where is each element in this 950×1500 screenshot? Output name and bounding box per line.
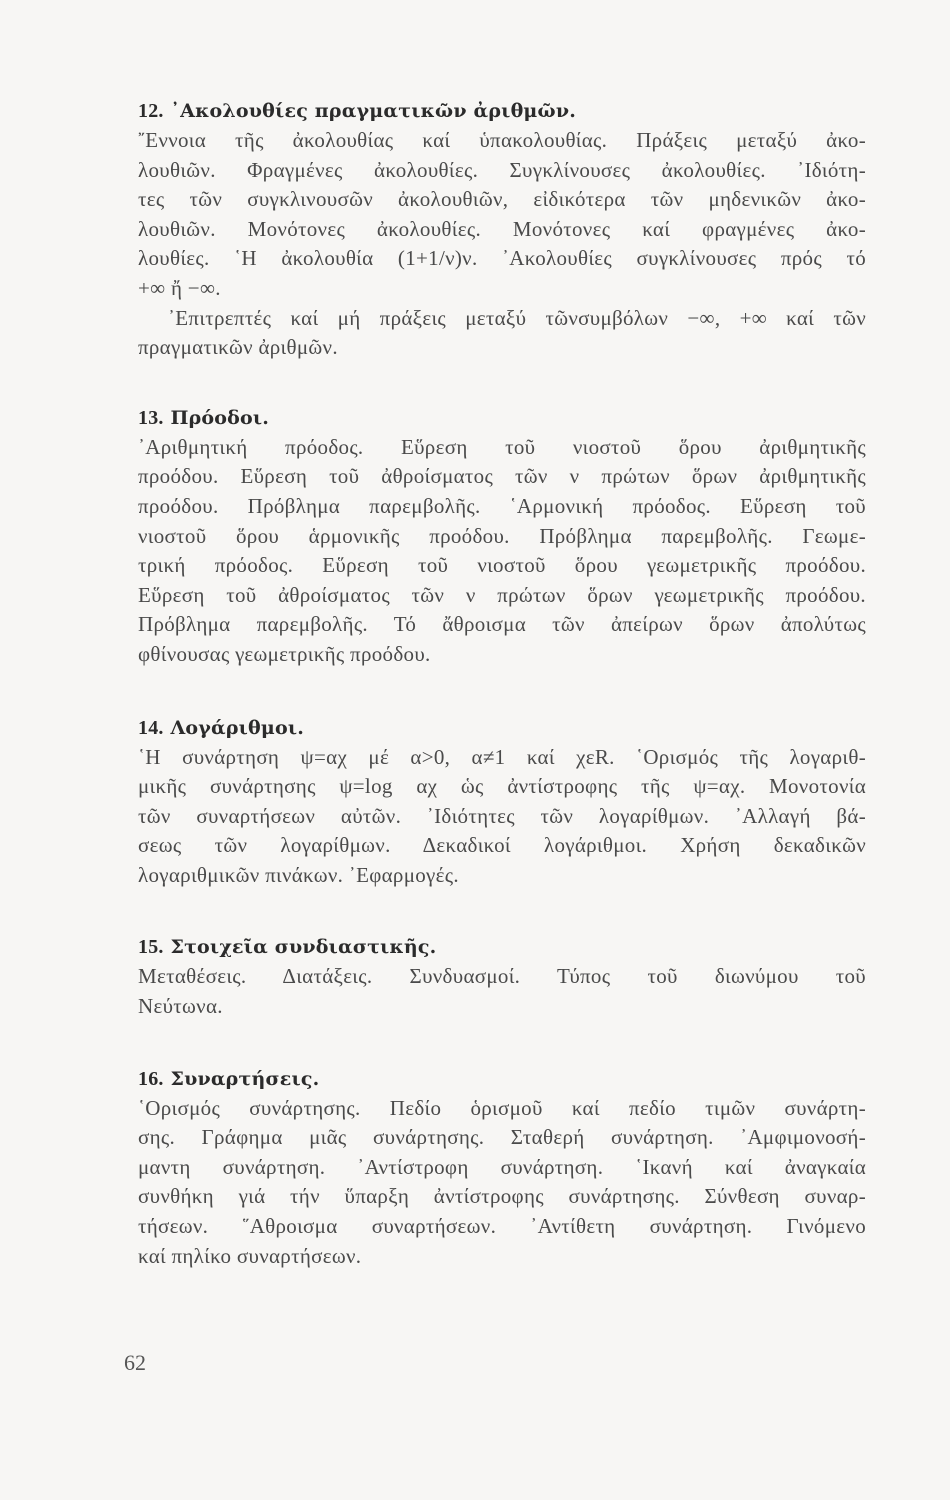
section-title: Πρόοδοι.: [170, 406, 270, 429]
paragraph-line: σεως τῶν λογαρίθμων. Δεκαδικοί λογάριθμοι. Χρήση δεκαδικῶν: [138, 833, 866, 858]
section-16: [138, 1064, 866, 1272]
paragraph-line: λουθίες. ῾Η ἀκολουθία (1+1/ν)ν. ᾽Ακολουθίες συγκλίνουσες πρός τό: [138, 246, 866, 271]
section-title: ᾽Ακολουθίες πραγματικῶν ἀριθμῶν.: [170, 100, 577, 122]
page-number: 62: [124, 1350, 146, 1375]
paragraph-line: προόδου. Εὕρεση τοῦ ἀθροίσματος τῶν ν πρώτων ὅρων ἀριθμητικῆς: [138, 464, 866, 489]
section-12: [138, 96, 866, 363]
paragraph-line: τες τῶν συγκλινουσῶν ἀκολουθιῶν, εἰδικότερα τῶν μηδενικῶν ἀκο-: [138, 187, 866, 212]
section-heading: [138, 96, 866, 126]
paragraph-line: τήσεων. ῞Αθροισμα συναρτήσεων. ᾽Αντίθετη συνάρτηση. Γινόμενο: [138, 1214, 866, 1239]
paragraph-line: φθίνουσας γεωμετρικῆς προόδου.: [138, 641, 431, 666]
section-number: 15.: [138, 936, 164, 959]
paragraph-line: μαντη συνάρτηση. ᾽Αντίστροφη συνάρτηση. ῾Ικανή καί ἀναγκαία: [138, 1154, 866, 1179]
paragraph-line: Εὕρεση τοῦ ἀθροίσματος τῶν ν πρώτων ὅρων γεωμετρικῆς προόδου.: [138, 582, 866, 607]
section-heading: [138, 713, 866, 743]
paragraph-line: ᾽Αριθμητική πρόοδος. Εὕρεση τοῦ νιοστοῦ ὅρου ἀριθμητικῆς: [138, 434, 866, 459]
paragraph-line: τῶν συναρτήσεων αὐτῶν. ᾽Ιδιότητες τῶν λογαρίθμων. ᾽Αλλαγή βά-: [138, 803, 866, 828]
paragraph-line: συνθήκη γιά τήν ὕπαρξη ἀντίστροφης συνάρτησης. Σύνθεση συναρ-: [138, 1184, 866, 1209]
paragraph-line: πραγματικῶν ἀριθμῶν.: [138, 335, 338, 360]
paragraph-line: +∞ ἤ −∞.: [138, 275, 221, 300]
section-15: [138, 932, 866, 1021]
section-heading: [138, 932, 866, 962]
paragraph-line: ῎Εννοια τῆς ἀκολουθίας καί ὑπακολουθίας. Πράξεις μεταξύ ἀκο-: [138, 128, 866, 152]
paragraph-line: ῾Η συνάρτηση ψ=αχ μέ α>0, α≠1 καί χεR. ῾Ορισμός τῆς λογαριθ-: [138, 744, 866, 769]
paragraph-line: νιοστοῦ ὅρου ἁρμονικῆς προόδου. Πρόβλημα παρεμβολῆς. Γεωμε-: [138, 523, 866, 548]
section-number: 16.: [138, 1067, 164, 1090]
section-heading: [138, 403, 866, 433]
paragraph-line: Νεύτωνα.: [138, 994, 223, 1019]
paragraph-line: Μεταθέσεις. Διατάξεις. Συνδυασμοί. Τύπος τοῦ διωνύμου τοῦ: [138, 964, 866, 989]
paragraph-line: ᾽Επιτρεπτές καί μή πράξεις μεταξύ τῶνσυμβόλων −∞, +∞ καί τῶν: [168, 305, 866, 330]
paragraph-line: ῾Ορισμός συνάρτησης. Πεδίο ὁρισμοῦ καί πεδίο τιμῶν συνάρτη-: [138, 1095, 866, 1120]
section-title: Λογάριθμοι.: [170, 716, 305, 739]
section-title: Συναρτήσεις.: [170, 1067, 320, 1090]
paragraph-line: καί πηλίκο συναρτήσεων.: [138, 1243, 362, 1268]
paragraph-line: Πρόβλημα παρεμβολῆς. Τό ἄθροισμα τῶν ἀπείρων ὅρων ἀπολύτως: [138, 612, 866, 637]
section-number: 14.: [138, 716, 164, 739]
paragraph-line: λουθιῶν. Μονότονες ἀκολουθίες. Μονότονες καί φραγμένες ἀκο-: [138, 216, 866, 241]
paragraph-line: τρική πρόοδος. Εὕρεση τοῦ νιοστοῦ ὅρου γεωμετρικῆς προόδου.: [138, 553, 866, 578]
section-14: [138, 713, 866, 891]
paragraph-line: λουθιῶν. Φραγμένες ἀκολουθίες. Συγκλίνουσες ἀκολουθίες. ᾽Ιδιότη-: [138, 157, 866, 182]
section-number: 12.: [138, 100, 164, 122]
section-heading: [138, 1064, 866, 1094]
paragraph-line: σης. Γράφημα μιᾶς συνάρτησης. Σταθερή συνάρτηση. ᾽Αμφιμονοσή-: [138, 1125, 866, 1150]
section-title: Στοιχεῖα συνδιαστικῆς.: [170, 936, 437, 959]
paragraph-line: προόδου. Πρόβλημα παρεμβολῆς. ῾Αρμονική πρόοδος. Εὕρεση τοῦ: [138, 493, 866, 518]
document-page: [138, 96, 866, 1271]
paragraph-line: λογαριθμικῶν πινάκων. ᾽Εφαρμογές.: [138, 862, 459, 887]
paragraph-line: μικῆς συνάρτησης ψ=log αχ ὡς ἀντίστροφης τῆς ψ=αχ. Μονοτονία: [138, 774, 866, 799]
section-number: 13.: [138, 406, 164, 429]
section-13: [138, 403, 866, 670]
